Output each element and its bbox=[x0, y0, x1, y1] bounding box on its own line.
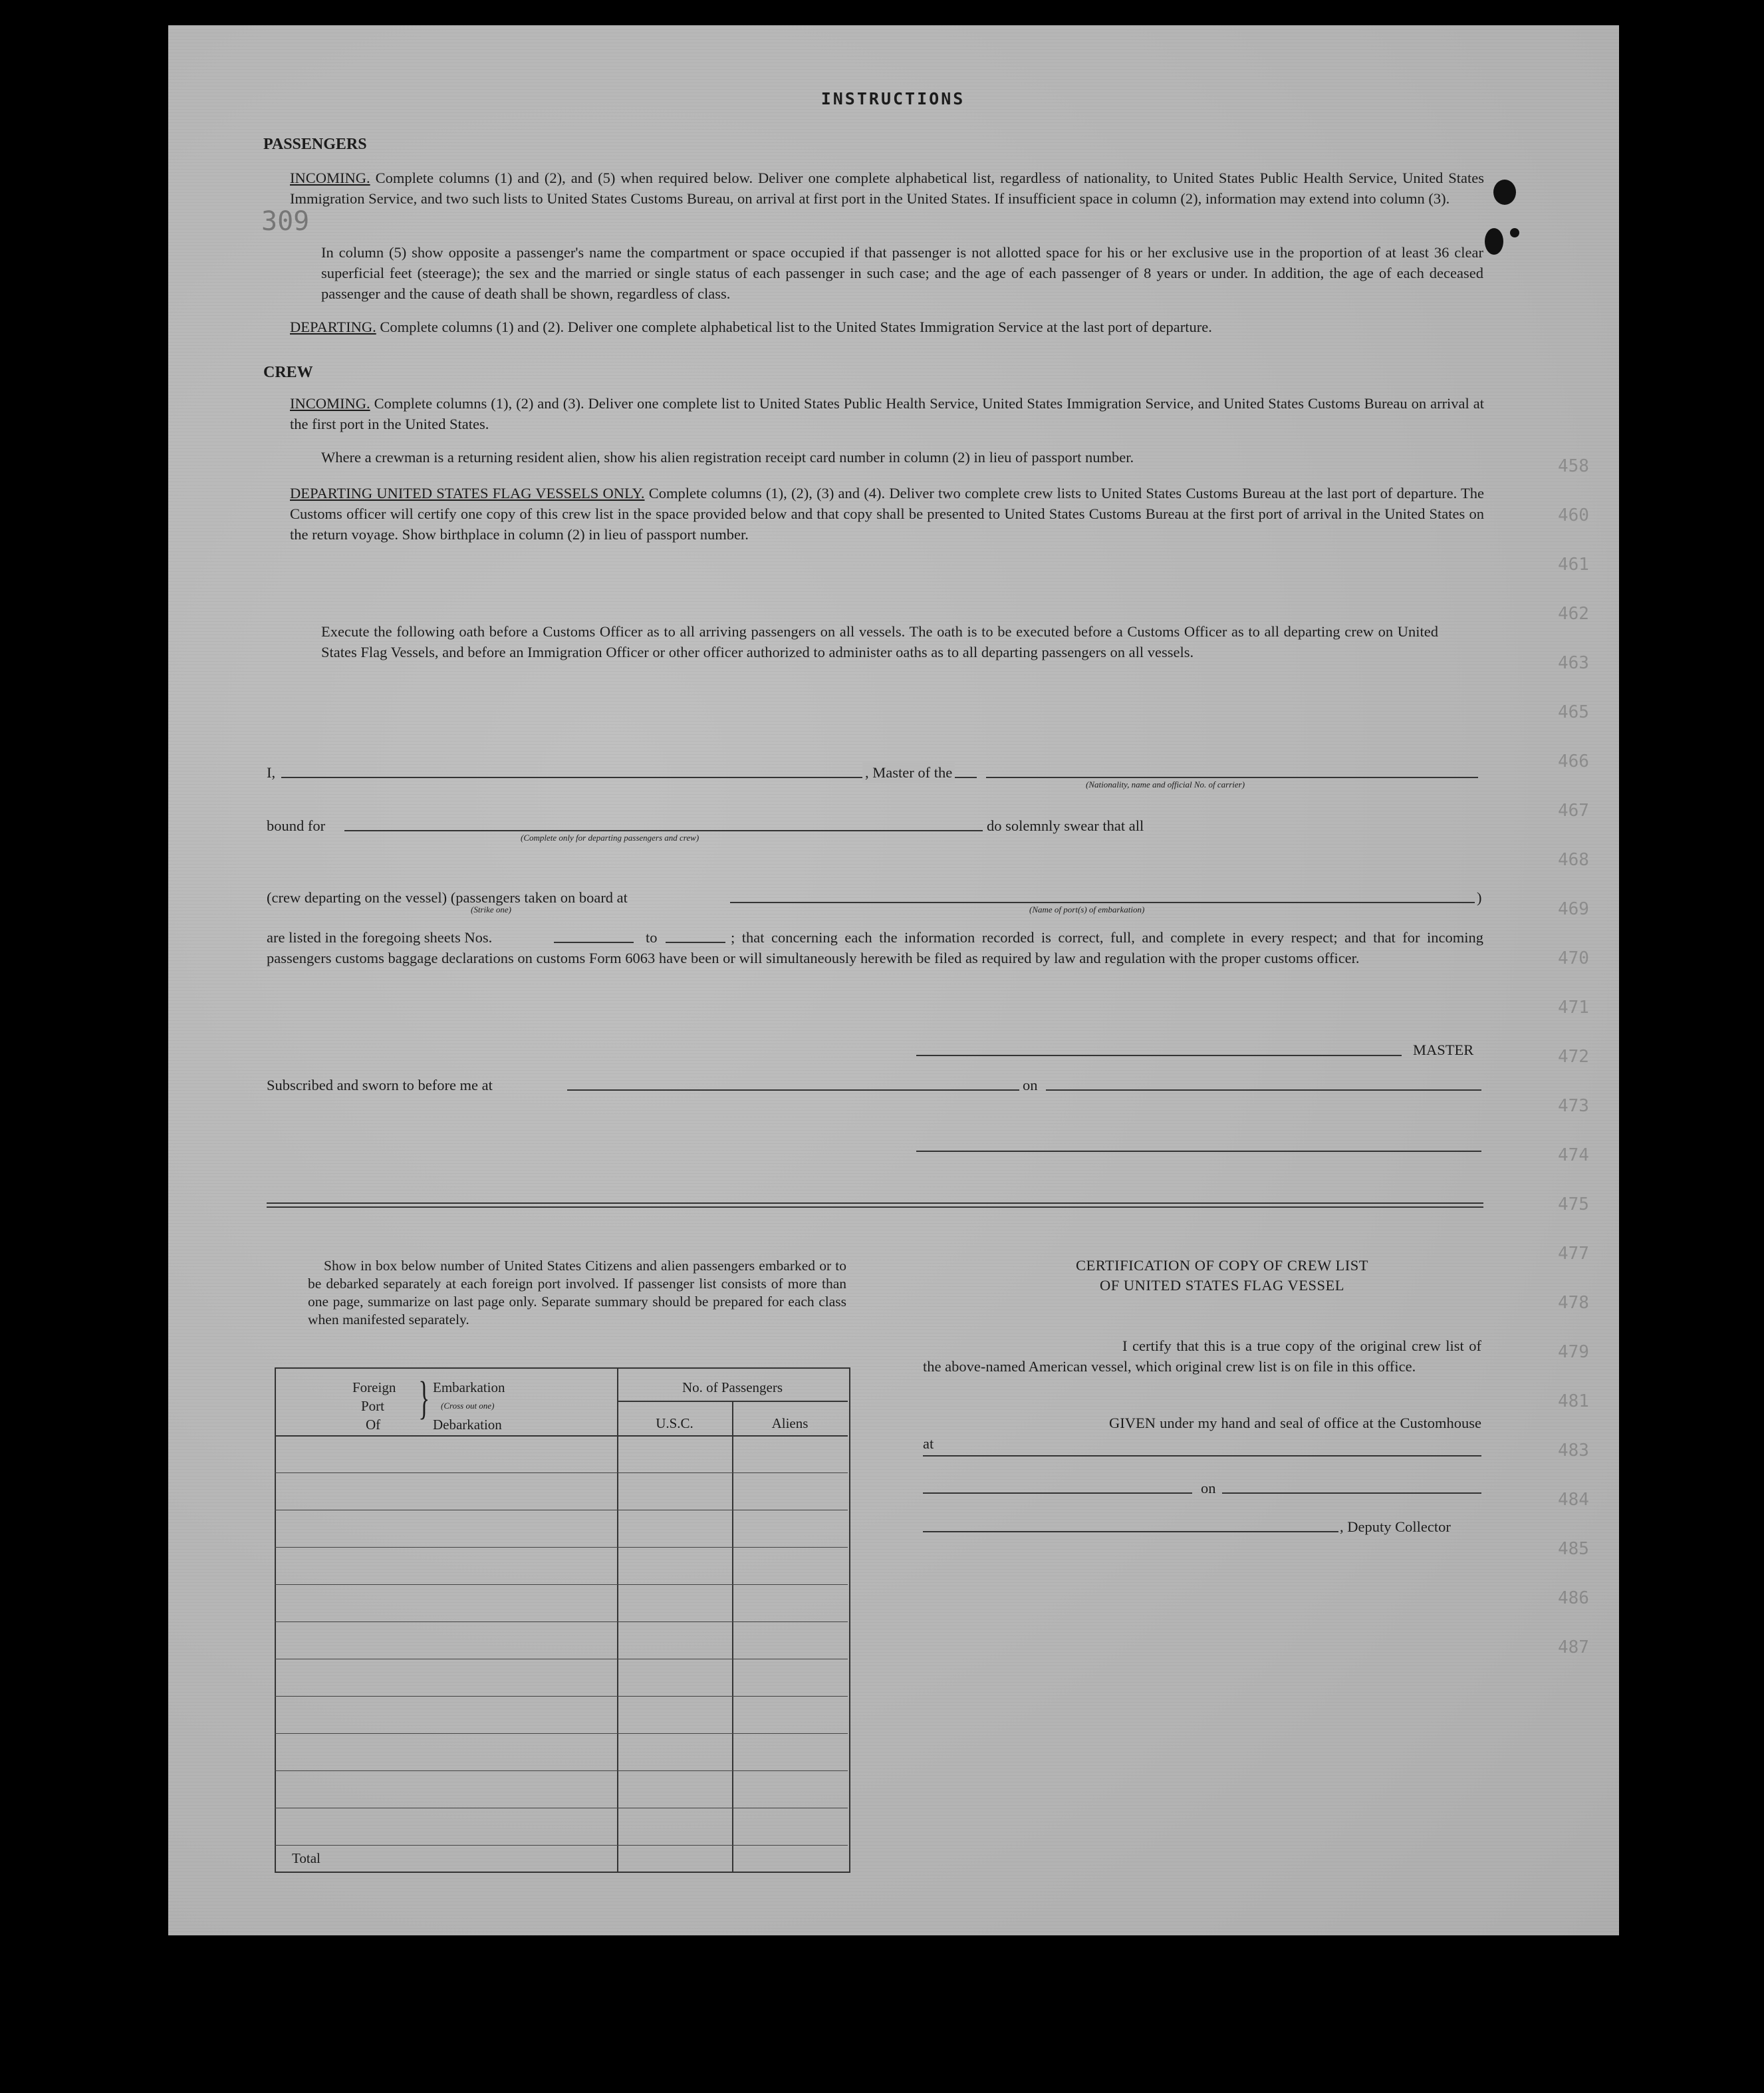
oath-bound-for: bound for bbox=[267, 817, 326, 834]
table-header-divider bbox=[617, 1401, 848, 1402]
bleed-number: 460 bbox=[1558, 505, 1589, 525]
bleed-number: 463 bbox=[1558, 653, 1589, 673]
bleed-number: 481 bbox=[1558, 1391, 1589, 1411]
passengers-incoming-label: INCOMING. bbox=[290, 170, 370, 186]
certification-title-2: OF UNITED STATES FLAG VESSEL bbox=[1099, 1277, 1345, 1294]
page-title: INSTRUCTIONS bbox=[820, 89, 965, 108]
bleed-number: 472 bbox=[1558, 1047, 1589, 1067]
bleed-number: 479 bbox=[1558, 1342, 1589, 1362]
oath-master-label: MASTER bbox=[1413, 1042, 1474, 1058]
oath-sheets-to: to bbox=[646, 929, 658, 946]
document-sheet bbox=[168, 25, 1619, 1935]
oath-close-paren: ) bbox=[1477, 889, 1482, 906]
crew-departing-text: Complete columns (1), (2), (3) and (4). Deliver two complete crew lists to United States Customs Bureau at the last port of departure. The Customs officer will certify one copy of this crew list in the space provided below and that copy shall be presented to United States Customs Bureau at the first port of arrival in the United States on the return voyage. Show birthplace in column (2) in lieu of passport number. bbox=[290, 485, 1485, 543]
header-of: Of bbox=[366, 1417, 381, 1433]
summary-table bbox=[275, 1367, 850, 1873]
oath-swear: do solemnly swear that all bbox=[987, 817, 1144, 834]
passengers-heading: PASSENGERS bbox=[263, 136, 367, 153]
ports-line bbox=[730, 902, 1475, 903]
deputy-line bbox=[923, 1531, 1338, 1532]
bleed-number: 458 bbox=[1558, 456, 1589, 476]
passengers-column5: In column (5) show opposite a passenger's name the compartment or space occupied if that passenger is not allotted space for his or her exclusive use in the proportion of at least 36 clear superficial feet (steerage); the sex and the married or single status of each passenger in such case; and the age of each passenger of 8 years or under. In addition, the age of each deceased passenger and the cause of death shall be shown, regardless of class. bbox=[321, 244, 1483, 302]
officer-signature-line bbox=[916, 1151, 1481, 1152]
oath-sheets-b: ; that concerning each the information recorded is correct, full, and complete in every respect; and that for incoming passengers customs baggage declarations on customs Form 6063 have been or will simultaneously herewith be filed as required by law and regulation with the proper customs officer. bbox=[267, 929, 1483, 966]
passengers-departing-label: DEPARTING. bbox=[290, 319, 376, 335]
oath-subscribed: Subscribed and sworn to before me at bbox=[267, 1077, 493, 1093]
punch-hole bbox=[1510, 228, 1519, 237]
subscribed-place-line bbox=[567, 1089, 1019, 1091]
bleed-number: 469 bbox=[1558, 899, 1589, 919]
strike-one-caption: (Strike one) bbox=[471, 905, 512, 914]
header-debarkation: Debarkation bbox=[433, 1417, 502, 1433]
brace-icon: } bbox=[418, 1373, 430, 1424]
passengers-departing-text: Complete columns (1) and (2). Deliver one complete alphabetical list to the United States Immigration Service at the last port of departure. bbox=[380, 319, 1212, 335]
master-signature-line bbox=[916, 1055, 1402, 1056]
bleed-number: 465 bbox=[1558, 702, 1589, 722]
bleed-number: 473 bbox=[1558, 1096, 1589, 1116]
table-row-line bbox=[275, 1845, 848, 1846]
bleed-number: 478 bbox=[1558, 1293, 1589, 1313]
bleed-number: 461 bbox=[1558, 555, 1589, 575]
crew-heading: CREW bbox=[263, 364, 313, 381]
bound-caption: (Complete only for departing passengers and crew) bbox=[521, 833, 699, 843]
header-usc: U.S.C. bbox=[656, 1415, 693, 1431]
table-row-line bbox=[275, 1733, 848, 1734]
bleed-number: 487 bbox=[1558, 1637, 1589, 1657]
bleed-number: 486 bbox=[1558, 1588, 1589, 1608]
bleed-number: 474 bbox=[1558, 1145, 1589, 1165]
bleed-number: 471 bbox=[1558, 998, 1589, 1018]
bleed-number: 475 bbox=[1558, 1194, 1589, 1214]
passengers-incoming-text: Complete columns (1) and (2), and (5) when required below. Deliver one complete alphabetical list, regardless of nationality, to United States Public Health Service, United States Immigration Service, and two such lists to United States Customs Bureau, on arrival at first port in the United States. If insufficient space in column (2), information may extend into column (3). bbox=[290, 170, 1485, 207]
certification-title-1: CERTIFICATION OF COPY OF CREW LIST bbox=[1075, 1257, 1369, 1274]
punch-hole bbox=[1493, 180, 1516, 205]
certification-text-1: I certify that this is a true copy of the original crew list of the above-named American vessel, which original crew list is on file in this office. bbox=[923, 1337, 1481, 1375]
table-row-line bbox=[275, 1547, 848, 1548]
cert-place-line bbox=[923, 1492, 1192, 1494]
divider-line bbox=[267, 1202, 1483, 1204]
ports-caption: (Name of port(s) of embarkation) bbox=[1029, 905, 1145, 914]
header-aliens: Aliens bbox=[771, 1415, 809, 1431]
bleed-number: 467 bbox=[1558, 801, 1589, 821]
table-header-bottom bbox=[275, 1435, 848, 1437]
crew-alien: Where a crewman is a returning resident alien, show his alien registration receipt card number in column (2) in lieu of passport number. bbox=[321, 449, 1134, 466]
bleed-number: 485 bbox=[1558, 1539, 1589, 1559]
table-row-line bbox=[275, 1770, 848, 1771]
certification-on: on bbox=[1201, 1480, 1216, 1496]
oath-on: on bbox=[1023, 1077, 1038, 1093]
total-label: Total bbox=[292, 1850, 320, 1866]
table-row-line bbox=[275, 1696, 848, 1697]
table-col-divider bbox=[617, 1367, 618, 1872]
carrier-caption: (Nationality, name and official No. of carrier) bbox=[1086, 779, 1245, 789]
customhouse-line bbox=[923, 1455, 1481, 1457]
header-foreign: Foreign bbox=[352, 1379, 396, 1395]
cert-date-line bbox=[1222, 1492, 1481, 1494]
crew-departing bbox=[290, 483, 1484, 545]
oath-intro: Execute the following oath before a Customs Officer as to all arriving passengers on all vessels. The oath is to be executed before a Customs Officer as to all departing crew on United States Flag Vessels, and before an Immigration Officer or other officer authorized to administer oaths as to all departing passengers on all vessels. bbox=[321, 623, 1438, 660]
oath-crew-departing: (crew departing on the vessel) (passengers taken on board at bbox=[267, 889, 628, 906]
subscribed-date-line bbox=[1046, 1089, 1481, 1091]
header-embarkation: Embarkation bbox=[433, 1379, 505, 1395]
oath-master-of: , Master of the bbox=[862, 762, 955, 783]
table-row-line bbox=[275, 1472, 848, 1473]
oath-i: I, bbox=[267, 764, 276, 781]
crew-incoming-label: INCOMING. bbox=[290, 395, 370, 412]
header-passengers: No. of Passengers bbox=[682, 1379, 783, 1395]
bleed-number: 466 bbox=[1558, 752, 1589, 771]
bleed-number: 477 bbox=[1558, 1244, 1589, 1264]
margin-number: 309 bbox=[261, 206, 310, 237]
table-row-line bbox=[275, 1584, 848, 1585]
crew-incoming-text: Complete columns (1), (2) and (3). Deliver one complete list to United States Public Health Service, United States Immigration Service, and United States Customs Bureau on arrival at the first port in the United States. bbox=[290, 395, 1484, 432]
passengers-incoming bbox=[290, 168, 1484, 209]
oath-sheets-a: are listed in the foregoing sheets Nos. bbox=[267, 929, 493, 946]
table-row-line bbox=[275, 1621, 848, 1622]
divider-line-2 bbox=[267, 1206, 1483, 1208]
bleed-number: 462 bbox=[1558, 604, 1589, 624]
punch-hole bbox=[1485, 228, 1503, 255]
bound-for-line bbox=[344, 830, 983, 831]
certification-deputy: , Deputy Collector bbox=[1340, 1518, 1451, 1535]
certification-text-2: GIVEN under my hand and seal of office at the Customhouse at bbox=[923, 1415, 1481, 1452]
crew-incoming bbox=[290, 393, 1484, 434]
passengers-departing bbox=[290, 317, 1484, 337]
header-port: Port bbox=[361, 1398, 385, 1414]
summary-text: Show in box below number of United States Citizens and alien passengers embarked or to be debarked separately at each foreign port involved. If passenger list consists of more than one page, summarize on last page only. Separate summary should be prepared for each class when manifested separately. bbox=[308, 1258, 846, 1327]
bleed-number: 468 bbox=[1558, 850, 1589, 870]
header-cross: (Cross out one) bbox=[441, 1401, 495, 1411]
carrier-line bbox=[986, 777, 1478, 778]
bleed-number: 483 bbox=[1558, 1441, 1589, 1461]
crew-departing-label: DEPARTING UNITED STATES FLAG VESSELS ONLY. bbox=[290, 485, 645, 501]
bleed-number: 470 bbox=[1558, 948, 1589, 968]
bleed-number: 484 bbox=[1558, 1490, 1589, 1510]
